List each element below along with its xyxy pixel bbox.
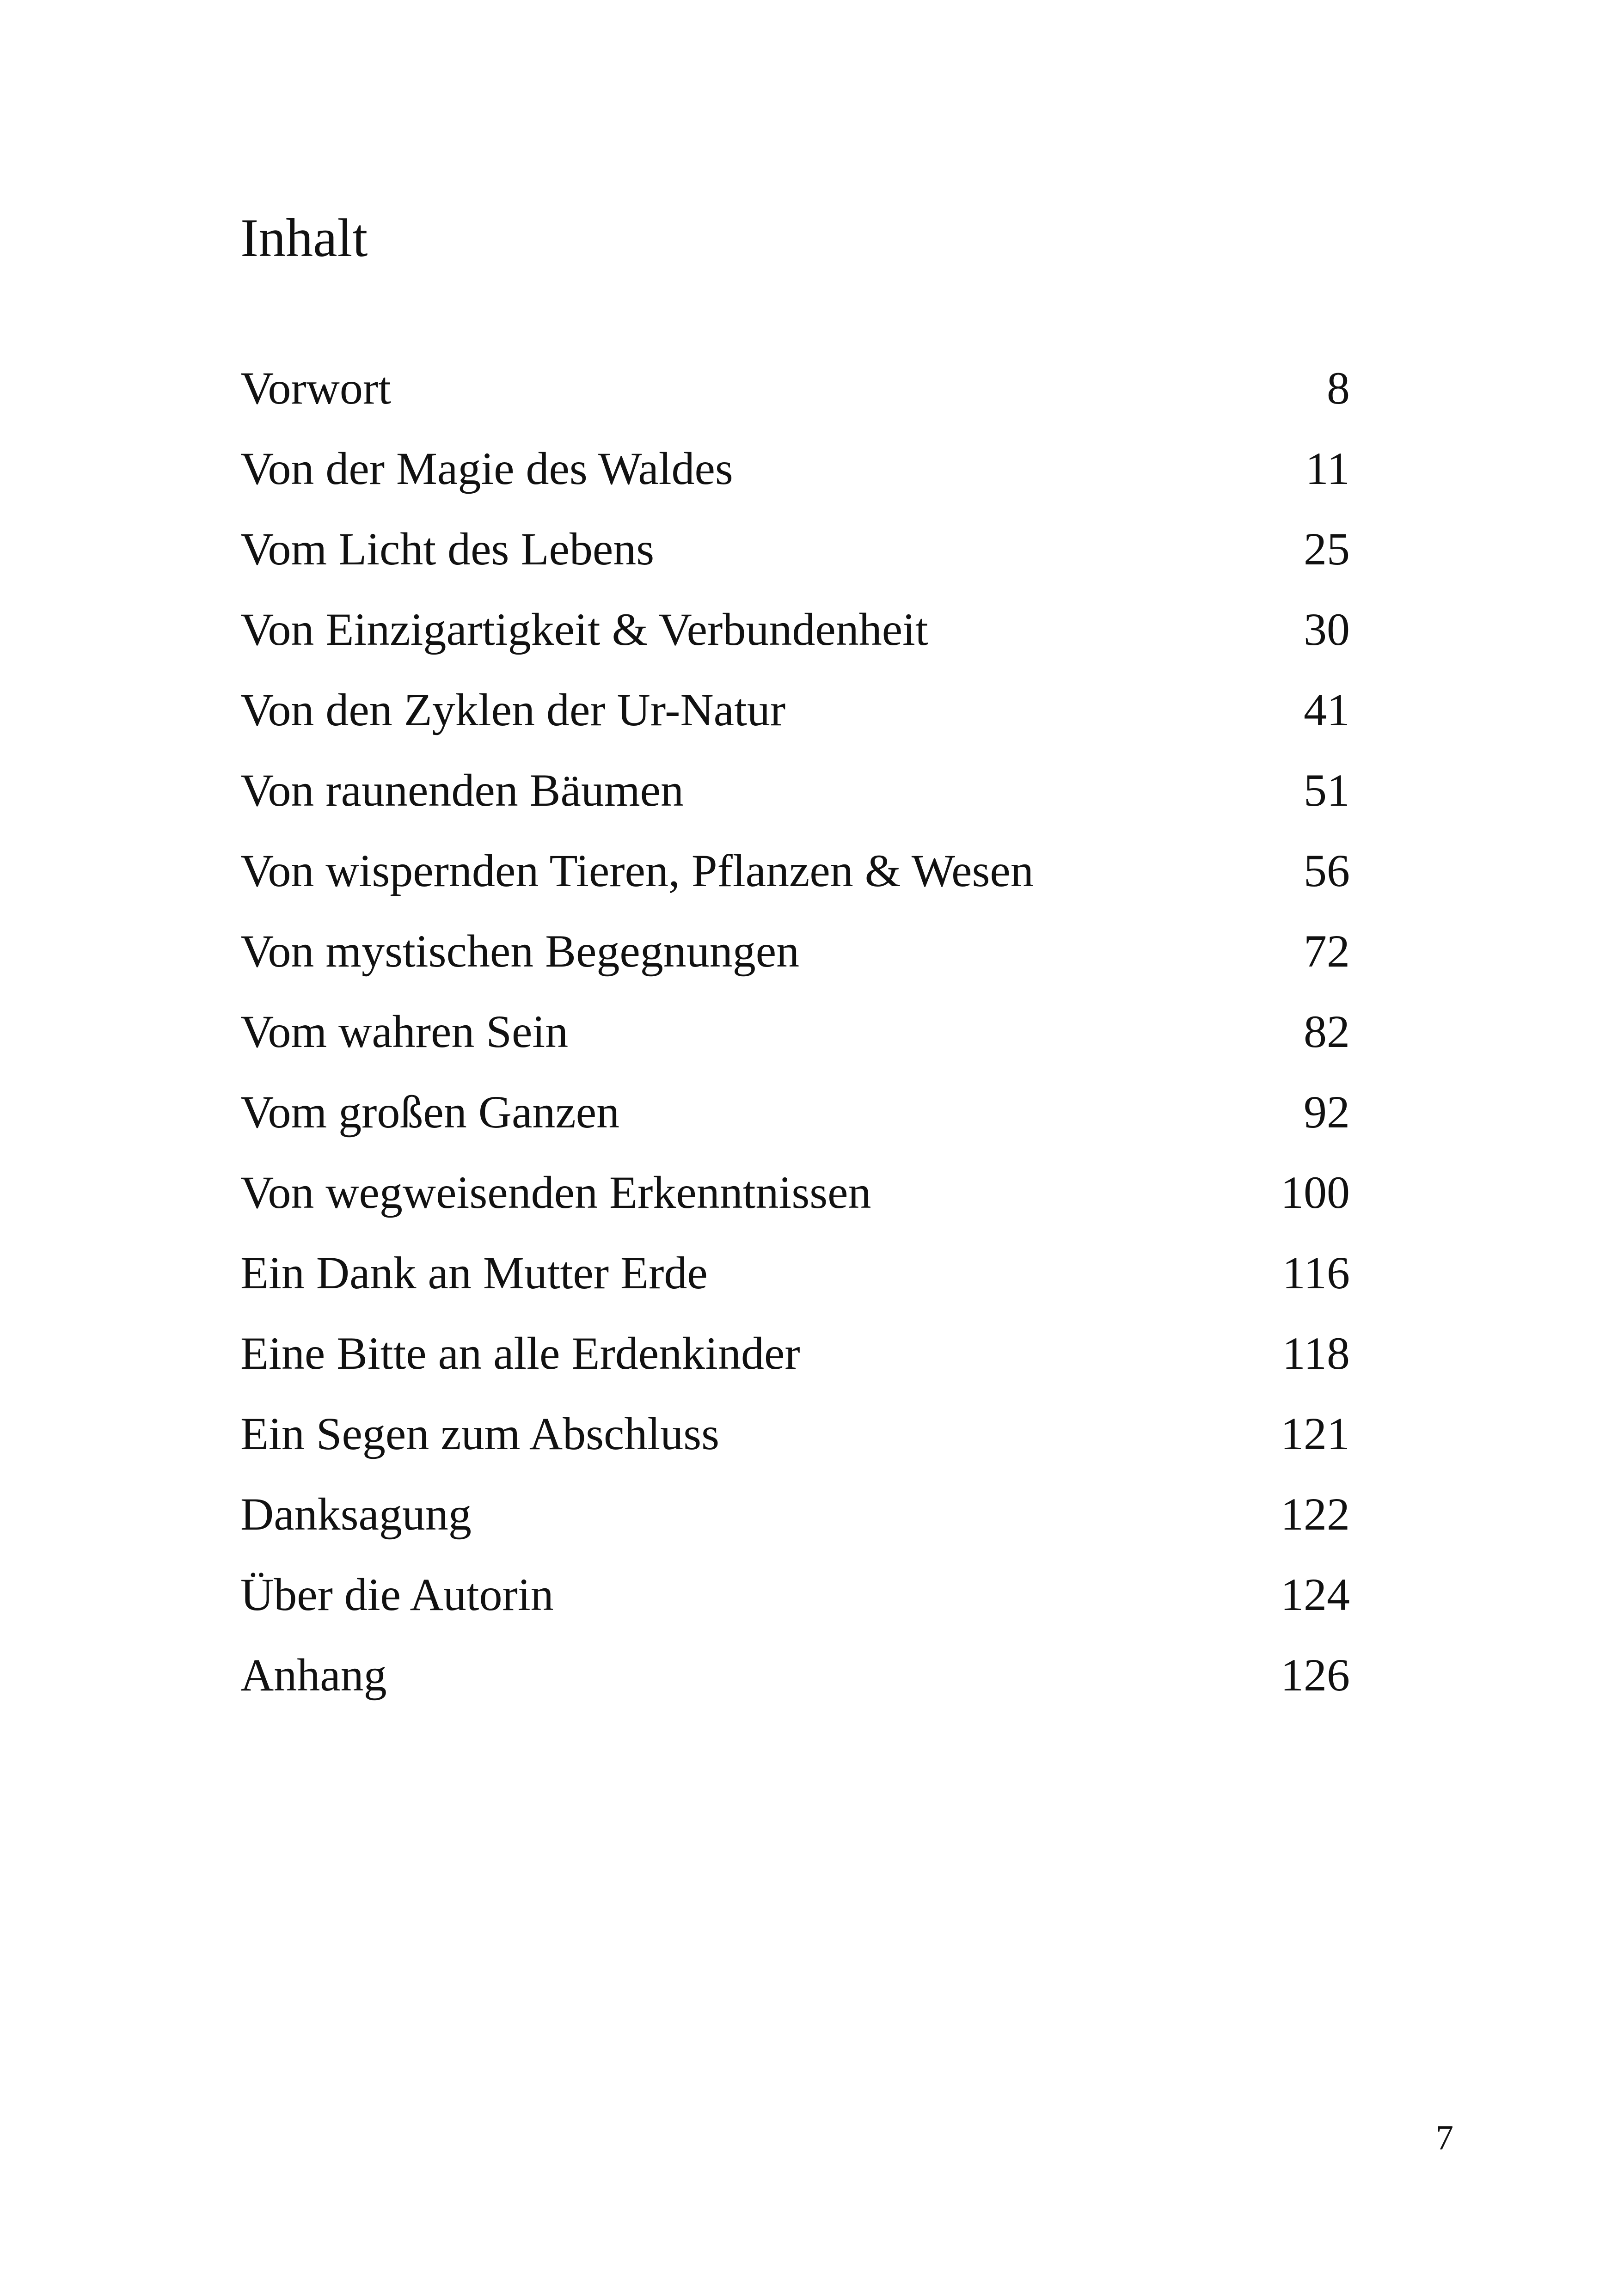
toc-entry-label: Danksagung — [240, 1488, 472, 1540]
toc-entry-label: Über die Autorin — [240, 1569, 554, 1620]
toc-entry-mystische-begegnungen — [240, 917, 1350, 997]
toc-entry-label: Vorwort — [240, 362, 391, 414]
toc-entry-page-number: 100 — [1281, 1167, 1350, 1218]
toc-entry-label: Von wegweisenden Erkenntnissen — [240, 1167, 871, 1218]
toc-entry-licht-des-lebens — [240, 514, 1350, 595]
toc-entry-page-number: 122 — [1281, 1488, 1350, 1540]
toc-entry-grosses-ganzes — [240, 1078, 1350, 1158]
toc-entry-wahres-sein — [240, 997, 1350, 1078]
toc-entry-page-number: 126 — [1281, 1649, 1350, 1701]
toc-entry-label: Vom großen Ganzen — [240, 1086, 620, 1138]
toc-list — [240, 354, 1350, 1721]
toc-entry-danksagung — [240, 1480, 1350, 1560]
toc-entry-einzigartigkeit — [240, 595, 1350, 675]
toc-entry-page-number: 25 — [1304, 523, 1350, 575]
toc-entry-segen-zum-abschluss — [240, 1399, 1350, 1480]
toc-entry-label: Von den Zyklen der Ur-Natur — [240, 684, 786, 735]
toc-entry-label: Eine Bitte an alle Erdenkinder — [240, 1328, 800, 1379]
toc-entry-ueber-die-autorin — [240, 1560, 1350, 1641]
toc-entry-page-number: 116 — [1282, 1247, 1350, 1298]
toc-entry-page-number: 11 — [1305, 443, 1350, 494]
toc-entry-page-number: 92 — [1304, 1086, 1350, 1138]
toc-entry-vorwort — [240, 354, 1350, 434]
toc-entry-page-number: 30 — [1304, 604, 1350, 655]
toc-entry-label: Vom wahren Sein — [240, 1006, 569, 1057]
toc-entry-label: Vom Licht des Lebens — [240, 523, 655, 575]
toc-entry-label: Ein Segen zum Abschluss — [240, 1408, 720, 1459]
toc-entry-page-number: 41 — [1304, 684, 1350, 735]
toc-entry-label: Von der Magie des Waldes — [240, 443, 733, 494]
toc-entry-raunende-baeume — [240, 756, 1350, 836]
toc-entry-label: Anhang — [240, 1649, 387, 1701]
toc-entry-label: Von mystischen Begegnungen — [240, 925, 800, 977]
toc-entry-page-number: 8 — [1327, 362, 1350, 414]
toc-entry-label: Von Einzigartigkeit & Verbundenheit — [240, 604, 928, 655]
toc-entry-dank-an-mutter-erde — [240, 1238, 1350, 1319]
toc-title: Inhalt — [240, 208, 368, 268]
toc-entry-label: Von raunenden Bäumen — [240, 765, 684, 816]
toc-entry-label: Von wispernden Tieren, Pflanzen & Wesen — [240, 845, 1034, 896]
toc-entry-page-number: 72 — [1304, 925, 1350, 977]
toc-entry-label: Ein Dank an Mutter Erde — [240, 1247, 708, 1298]
toc-entry-page-number: 56 — [1304, 845, 1350, 896]
toc-entry-page-number: 51 — [1304, 765, 1350, 816]
toc-entry-wegweisende-erkenntnisse — [240, 1158, 1350, 1238]
toc-entry-bitte-an-erdenkinder — [240, 1319, 1350, 1399]
toc-entry-page-number: 82 — [1304, 1006, 1350, 1057]
page-number: 7 — [1436, 2118, 1453, 2157]
toc-entry-wispernde-tiere — [240, 836, 1350, 917]
toc-entry-zyklen-der-ur-natur — [240, 675, 1350, 756]
toc-entry-magie-des-waldes — [240, 434, 1350, 514]
toc-entry-page-number: 121 — [1281, 1408, 1350, 1459]
toc-entry-page-number: 118 — [1282, 1328, 1350, 1379]
toc-entry-anhang — [240, 1641, 1350, 1721]
toc-entry-page-number: 124 — [1281, 1569, 1350, 1620]
